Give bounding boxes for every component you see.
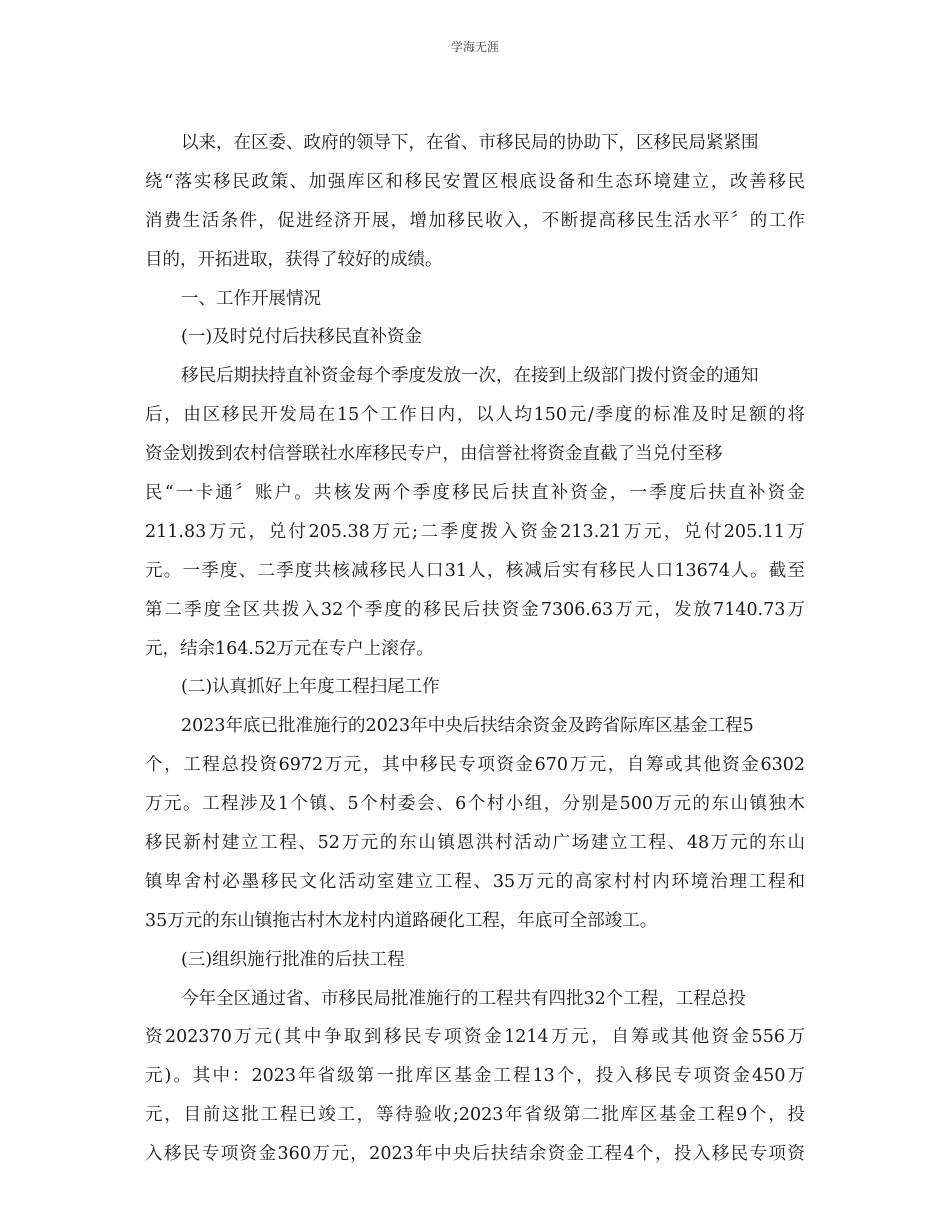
body-line: 移民后期扶持直补资金每个季度发放一次，在接到上级部门拨付资金的通知: [181, 366, 759, 387]
document-body: [145, 124, 805, 1174]
body-line: 绕“落实移民政策、加强库区和移民安置区根底设备和生态环境建立，改善移民: [145, 171, 805, 192]
body-line: 2023年底已批准施行的2023年中央后扶结余资金及跨省际库区基金工程5: [181, 716, 754, 737]
body-line: 个，工程总投资6972万元，其中移民专项资金670万元，自筹或其他资金6302: [145, 755, 805, 776]
subsection-heading: (二)认真抓好上年度工程扫尾工作: [181, 677, 440, 698]
body-line: 消费生活条件，促进经济开展，增加移民收入，不断提高移民生活水平〞的工作: [145, 210, 805, 231]
body-line: 资金划拨到农村信誉联社水库移民专户，由信誉社将资金直截了当兑付至移: [145, 444, 723, 465]
body-line: 以来，在区委、政府的领导下，在省、市移民局的协助下，区移民局紧紧围: [181, 133, 759, 153]
body-line: 入移民专项资金360万元，2023年中央后扶结余资金工程4个，投入移民专项资: [145, 1144, 805, 1165]
body-line: 镇卑舍村必墨移民文化活动室建立工程、35万元的高家村村内环境治理工程和: [145, 871, 805, 892]
body-line: 211.83万元，兑付205.38万元;二季度拨入资金213.21万元，兑付205.11万: [145, 521, 805, 542]
body-line: 35万元的东山镇拖古村木龙村内道路硬化工程，年底可全部竣工。: [145, 910, 658, 931]
section-heading: 一、工作开展情况: [181, 288, 321, 309]
body-line: 元)。其中：2023年省级第一批库区基金工程13个，投入移民专项资金450万: [145, 1066, 805, 1087]
body-line: 第二季度全区共拨入32个季度的移民后扶资金7306.63万元，发放7140.73万: [145, 599, 805, 620]
subsection-heading: (三)组织施行批准的后扶工程: [181, 949, 405, 970]
page-header: 学海无涯: [450, 40, 499, 54]
body-line: 今年全区通过省、市移民局批准施行的工程共有四批32个工程，工程总投: [181, 988, 746, 1009]
body-line: 元，结余164.52万元在专户上滚存。: [145, 638, 434, 659]
subsection-heading: (一)及时兑付后扶移民直补资金: [181, 327, 423, 348]
body-line: 民“一卡通〞账户。共核发两个季度移民后扶直补资金，一季度后扶直补资金: [145, 483, 805, 504]
body-line: 万元。工程涉及1个镇、5个村委会、6个村小组，分别是500万元的东山镇独木: [145, 794, 805, 815]
body-line: 元，目前这批工程已竣工，等待验收;2023年省级第二批库区基金工程9个，投: [145, 1105, 805, 1126]
body-line: 元。一季度、二季度共核减移民人口31人，核减后实有移民人口13674人。截至: [145, 560, 805, 581]
body-line: 资202370万元(其中争取到移民专项资金1214万元，自筹或其他资金556万: [145, 1027, 805, 1048]
body-line: 目的，开拓进取，获得了较好的成绩。: [145, 249, 443, 270]
body-line: 移民新村建立工程、52万元的东山镇恩洪村活动广场建立工程、48万元的东山: [145, 833, 805, 854]
body-line: 后，由区移民开发局在15个工作日内，以人均150元/季度的标准及时足额的将: [145, 405, 805, 426]
